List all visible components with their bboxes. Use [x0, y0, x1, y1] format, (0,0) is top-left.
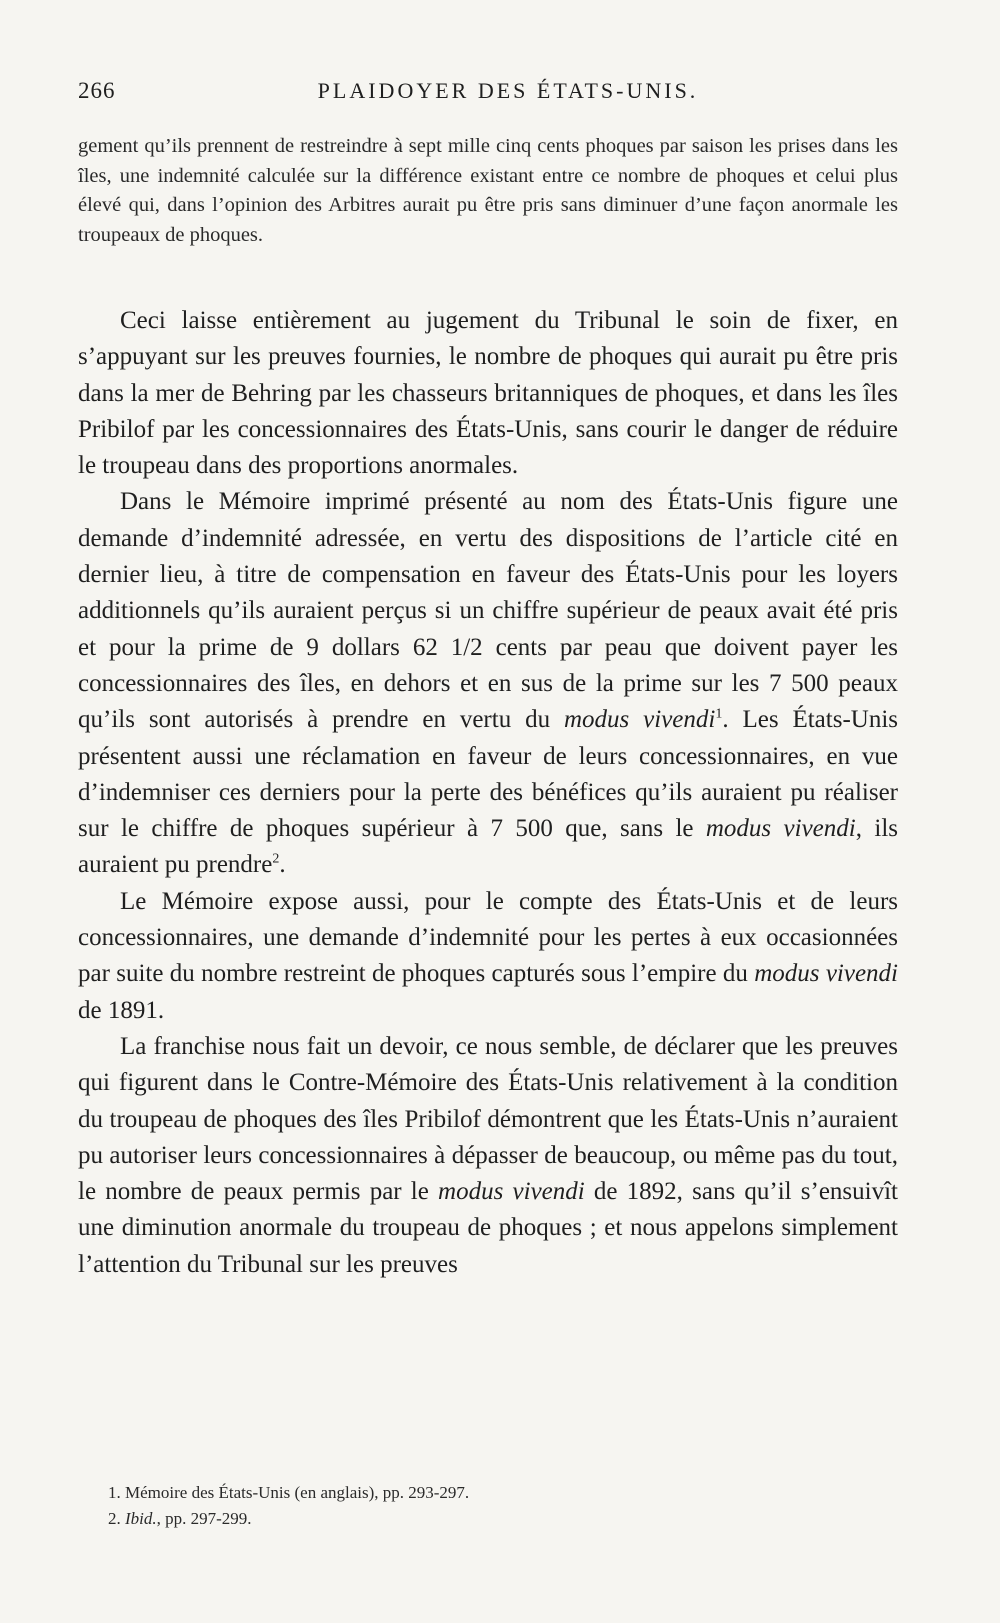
footnote-text: , pp. 297-299. [156, 1509, 252, 1528]
footnote-text: Mémoire des États-Unis (en anglais), pp. 293-297. [125, 1483, 470, 1502]
text-span: Le Mémoire expose aussi, pour le compte des États-Unis et de leurs concessionnaires, une demande d’indemnité pour les pertes à eux occasionnées par suite du nombre restreint de phoques capturés sous l’empire du [78, 887, 898, 988]
text-span: . [279, 851, 286, 879]
text-span: de 1891. [78, 996, 165, 1024]
text-span: La franchise nous fait un devoir, ce nous semble, de déclarer que les preuves qui figurent dans le Contre-Mémoire des États-Unis relativement à la condition du troupeau de phoques des îles Pribilof démontrent que les États-Unis n’auraient pu autoriser leurs concessionnaires à dépasser de beaucoup, ou même pas du tout, le nombre de peaux permis par le [78, 1032, 898, 1206]
running-title: PLAIDOYER DES ÉTATS-UNIS. [317, 78, 699, 103]
footnote-number: 2. [108, 1509, 121, 1528]
continuation-paragraph: gement qu’ils prennent de restreindre à sept mille cinq cents phoques par saison les prises dans les îles, une indemnité calculée sur la différence existant entre ce nombre de phoques et celui plus élevé qui, dans l’opinion des Arbitres aurait pu être pris sans diminuer d’une façon anormale les troupeaux de phoques. [78, 135, 898, 246]
italic-term: modus vivendi [754, 960, 898, 988]
paragraph-2 [78, 484, 898, 883]
paragraph-4 [78, 1029, 898, 1283]
main-text [78, 303, 898, 1283]
footnote-1 [108, 1480, 868, 1506]
footnote-ref-1: 1 [715, 706, 723, 722]
footnotes [108, 1480, 868, 1532]
paragraph-3 [78, 884, 898, 1029]
footnote-2 [108, 1506, 868, 1532]
footnote-ref-2: 2 [272, 852, 280, 868]
text-span: Dans le Mémoire imprimé présenté au nom des États-Unis figure une demande d’indemnité adressée, en vertu des dispositions de l’article cité en dernier lieu, à titre de compensation en faveur des États-Unis pour les loyers additionnels qu’ils auraient perçus si un chiffre supérieur de peaux avait été pris et pour la prime de 9 dollars 62 1/2 cents par peau que doivent payer les concessionnaires des îles, en dehors et en sus de la prime sur les 7 500 peaux qu’ils sont autorisés à prendre en vertu du [78, 488, 898, 734]
text-span: . Les États-Unis présentent aussi une réclamation en faveur de leurs concessionnaires, en vue d’indemniser ces derniers pour la perte des bénéfices qu’ils auraient pu réaliser sur le chiffre de phoques supérieur à 7 500 que, sans le [78, 706, 899, 843]
italic-term: modus vivendi [563, 706, 716, 734]
footnote-italic: Ibid. [125, 1509, 157, 1528]
italic-term: modus vivendi [705, 815, 856, 843]
italic-term: modus vivendi [438, 1178, 585, 1206]
footnote-number: 1. [108, 1483, 121, 1502]
page-number: 266 [78, 78, 116, 103]
text-span: , ils auraient pu prendre [78, 815, 898, 879]
paragraph-1: Ceci laisse entièrement au jugement du Tribunal le soin de fixer, en s’appuyant sur les preuves fournies, le nombre de phoques qui aurait pu être pris dans la mer de Behring par les chasseurs britanniques de phoques, et dans les îles Pribilof par les concessionnaires des États-Unis, sans courir le danger de réduire le troupeau dans des proportions anormales. [78, 307, 898, 480]
page-header [78, 78, 898, 118]
text-span: de 1892, sans qu’il s’ensuivît une diminution anormale du troupeau de phoques ; et nous appelons simplement l’attention du Tribunal sur les preuves [78, 1178, 898, 1278]
